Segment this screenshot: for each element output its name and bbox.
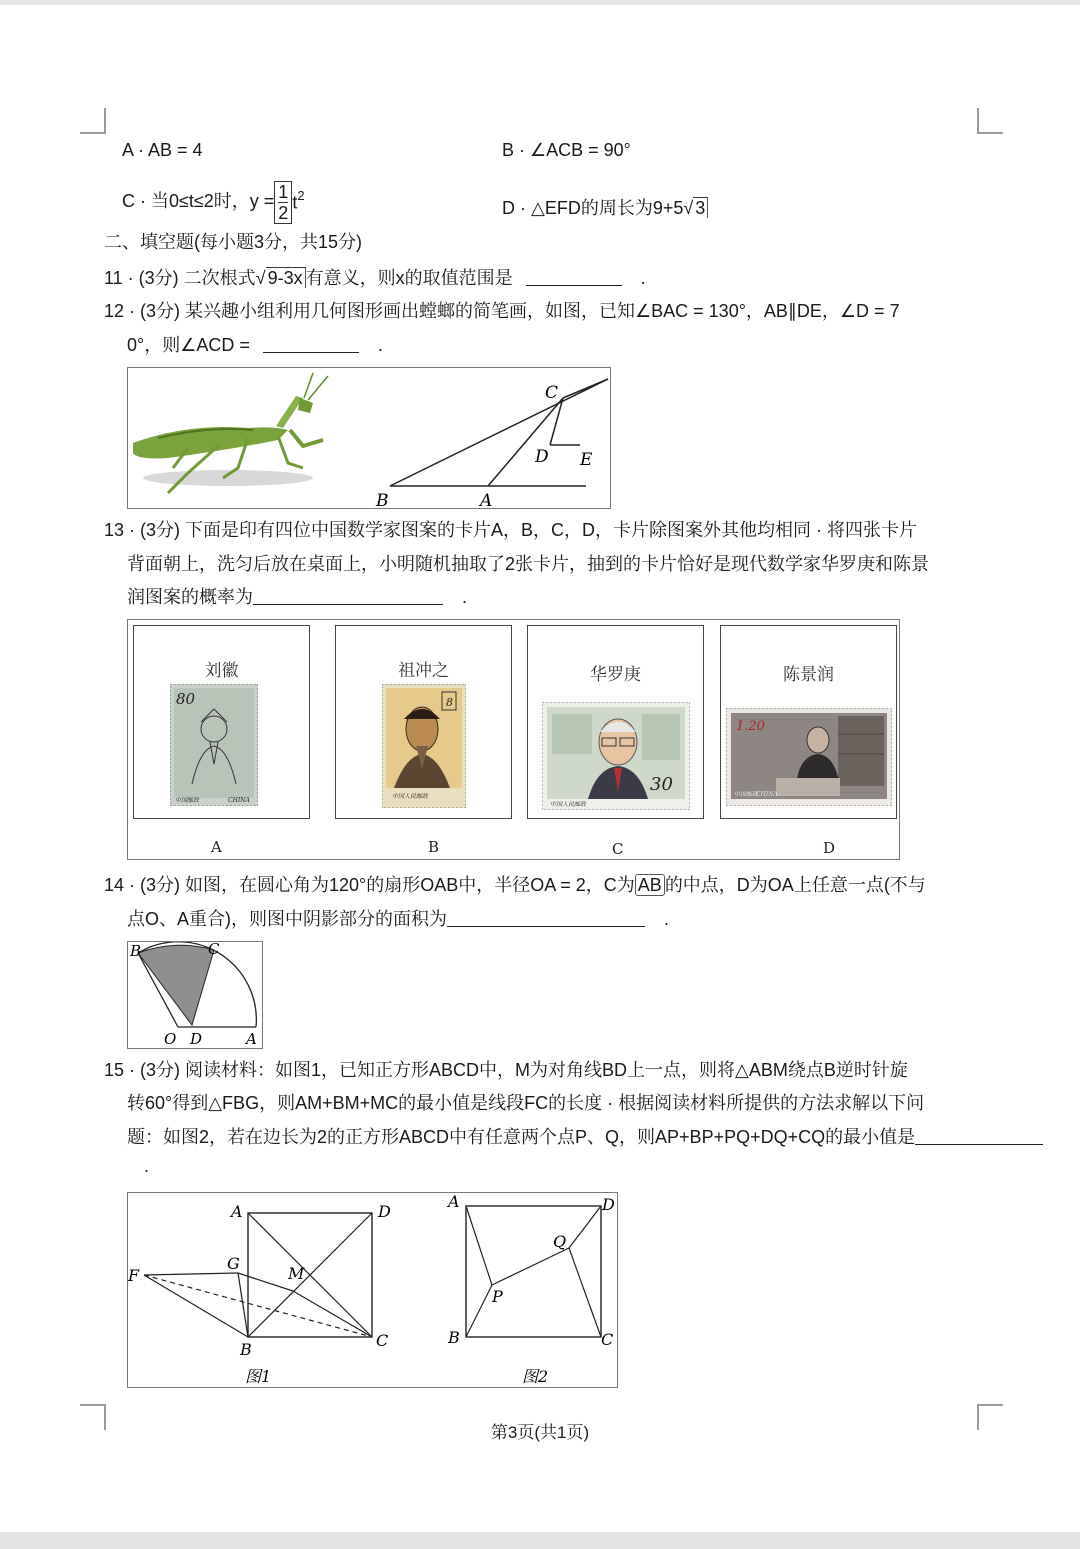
- card-d: [720, 625, 897, 819]
- fig1-label-g: G: [227, 1254, 240, 1273]
- option-c-prefix: C · 当0≤t≤2时，y =: [122, 191, 275, 211]
- stamp-country: 中国邮政: [175, 797, 200, 804]
- card-letter: D: [823, 839, 836, 857]
- label-d: D: [535, 447, 549, 467]
- q15-line2: 转60°得到△FBG，则AM+BM+MC的最小值是线段FC的长度 · 根据阅读材料所提供的方法求解以下问: [127, 1093, 925, 1113]
- option-b: B · ∠ACB = 90°: [502, 140, 631, 160]
- q15-figure: [127, 1192, 618, 1388]
- label-b: B: [130, 942, 142, 960]
- card-letter: C: [612, 840, 624, 858]
- fig1-label-f: F: [128, 1266, 140, 1285]
- question-13-line3: [127, 585, 467, 609]
- label-e: E: [580, 450, 593, 470]
- option-d-prefix: D · △EFD的周长为9+5: [502, 198, 684, 218]
- q12-figure: [127, 367, 611, 509]
- q14-line2: 点O、A重合)，则图中阴影部分的面积为: [127, 909, 447, 929]
- card-name: 祖冲之: [398, 661, 449, 681]
- label-c: C: [208, 942, 220, 958]
- q13-end: .: [462, 587, 468, 607]
- q12-line1: 12 · (3分) 某兴趣小组利用几何图形画出螳螂的简笔画，如图，已知∠BAC = 130°，AB∥DE，∠D = 7: [104, 301, 900, 321]
- section-title: 二、填空题(每小题3分，共15分): [104, 232, 363, 252]
- card-letter: B: [428, 838, 440, 856]
- fig1-label-c: C: [376, 1331, 389, 1350]
- card-letter: A: [211, 838, 222, 856]
- question-14-line1: [104, 873, 926, 897]
- fig2-label-q: Q: [553, 1232, 567, 1251]
- crop-mark-top-right: [977, 108, 1003, 134]
- question-12-line2: [127, 333, 383, 357]
- card-name: 华罗庚: [590, 665, 641, 685]
- q11-sqrt: 9-3x: [266, 267, 306, 288]
- stamp-country: 中国人民邮政: [392, 793, 429, 800]
- q13-line3: 润图案的概率为: [127, 587, 253, 607]
- frac-exp: 2: [297, 188, 305, 203]
- answer-blank[interactable]: [447, 908, 645, 927]
- label-d: D: [190, 1030, 203, 1048]
- fraction-box: [274, 181, 292, 224]
- frac-num: 1: [278, 181, 289, 202]
- question-15-line3: [127, 1125, 1043, 1149]
- q14-figure: [127, 941, 263, 1049]
- option-c: [122, 172, 305, 226]
- q15-line1: 15 · (3分) 阅读材料：如图1，已知正方形ABCD中，M为对角线BD上一点，则将△ABM绕点B逆时针旋: [104, 1060, 908, 1080]
- stamp-icon: [542, 702, 690, 810]
- stamp-country-en: CHINA: [756, 791, 778, 798]
- stamp-value: 80: [176, 690, 196, 708]
- stamp-country: 中国人民邮政: [550, 801, 587, 808]
- crop-mark-top-left: [80, 108, 106, 134]
- stamp-value: 1.20: [736, 719, 765, 734]
- answer-blank[interactable]: [253, 586, 443, 605]
- q15-end: .: [144, 1156, 150, 1176]
- q13-line2: 背面朝上，洗匀后放在桌面上，小明随机抽取了2张卡片，抽到的卡片恰好是现代数学家华罗庚和陈景: [127, 554, 930, 574]
- top-edge: [0, 0, 1080, 5]
- q12-line2: 0°，则∠ACD =: [127, 335, 250, 355]
- squares-figure: [128, 1193, 617, 1387]
- bottom-edge: [0, 1532, 1080, 1549]
- option-a: A · AB = 4: [122, 140, 203, 160]
- stamp-icon: [726, 708, 892, 806]
- card-b: [335, 625, 512, 819]
- stamp-value: 30: [650, 774, 673, 795]
- stamp-country-en: CHINA: [228, 797, 250, 804]
- sector-figure: [128, 942, 262, 1048]
- mantis-figure: [128, 368, 610, 508]
- card-name: 陈景润: [783, 665, 834, 685]
- q15-line3: 题：如图2，若在边长为2的正方形ABCD中有任意两个点P、Q，则AP+BP+PQ+DQ+CQ的最小值是: [127, 1127, 916, 1147]
- cards-figure: [127, 619, 900, 860]
- q12-end: .: [377, 335, 383, 355]
- label-c: C: [545, 383, 559, 403]
- q11-end: .: [640, 268, 646, 288]
- stamp-country: 中国邮政: [734, 791, 759, 798]
- fig1-label-a: A: [231, 1202, 243, 1221]
- card-name: 刘徽: [204, 661, 239, 681]
- answer-blank[interactable]: [263, 334, 359, 353]
- label-b: B: [376, 491, 389, 508]
- question-14-line2: [127, 907, 669, 931]
- card-a: [133, 625, 310, 819]
- answer-blank[interactable]: [915, 1126, 1043, 1145]
- frac-var: t: [292, 192, 298, 213]
- fig1-caption: 图1: [245, 1367, 272, 1386]
- fig2-label-p: P: [492, 1287, 503, 1306]
- stamp-icon: [382, 684, 466, 808]
- fig1-label-b: B: [240, 1340, 252, 1359]
- arc-ab: AB: [635, 874, 665, 896]
- fig2-label-d: D: [602, 1195, 615, 1214]
- q14-suffix: 的中点，D为OA上任意一点(不与: [664, 875, 926, 895]
- stamp-icon: [170, 684, 258, 806]
- question-11: 11 · (3分) 二次根式√ 9-3x 有意义，则x的取值范围是 .: [104, 268, 646, 288]
- frac-den: 2: [278, 202, 289, 223]
- q14-prefix: 14 · (3分) 如图，在圆心角为120°的扇形OAB中，半径OA = 2，C为: [104, 875, 635, 895]
- mantis-icon: [133, 373, 328, 493]
- option-d: D · △EFD的周长为9+5√ 3: [502, 196, 708, 220]
- option-d-sqrt: 3: [693, 197, 708, 218]
- fig1-label-d: D: [378, 1202, 391, 1221]
- card-c: [527, 625, 704, 819]
- q14-end: .: [664, 909, 670, 929]
- label-a: A: [480, 491, 493, 508]
- fig2-caption: 图2: [522, 1367, 549, 1386]
- answer-blank[interactable]: [526, 267, 622, 286]
- label-a: A: [246, 1030, 257, 1048]
- q11-prefix: 11 · (3分) 二次根式: [104, 268, 256, 288]
- q13-line1: 13 · (3分) 下面是印有四位中国数学家图案的卡片A，B，C，D，卡片除图案外其他均相同 · 将四张卡片: [104, 520, 918, 540]
- page-number: 第3页(共1页): [490, 1423, 590, 1442]
- fig1-label-m: M: [288, 1264, 305, 1283]
- fig2-label-a: A: [448, 1193, 460, 1211]
- q11-suffix: 有意义，则x的取值范围是: [305, 268, 513, 288]
- label-o: O: [164, 1030, 177, 1048]
- stamp-value: 8: [446, 696, 453, 709]
- fig2-label-c: C: [601, 1330, 614, 1349]
- fig2-label-b: B: [448, 1328, 460, 1347]
